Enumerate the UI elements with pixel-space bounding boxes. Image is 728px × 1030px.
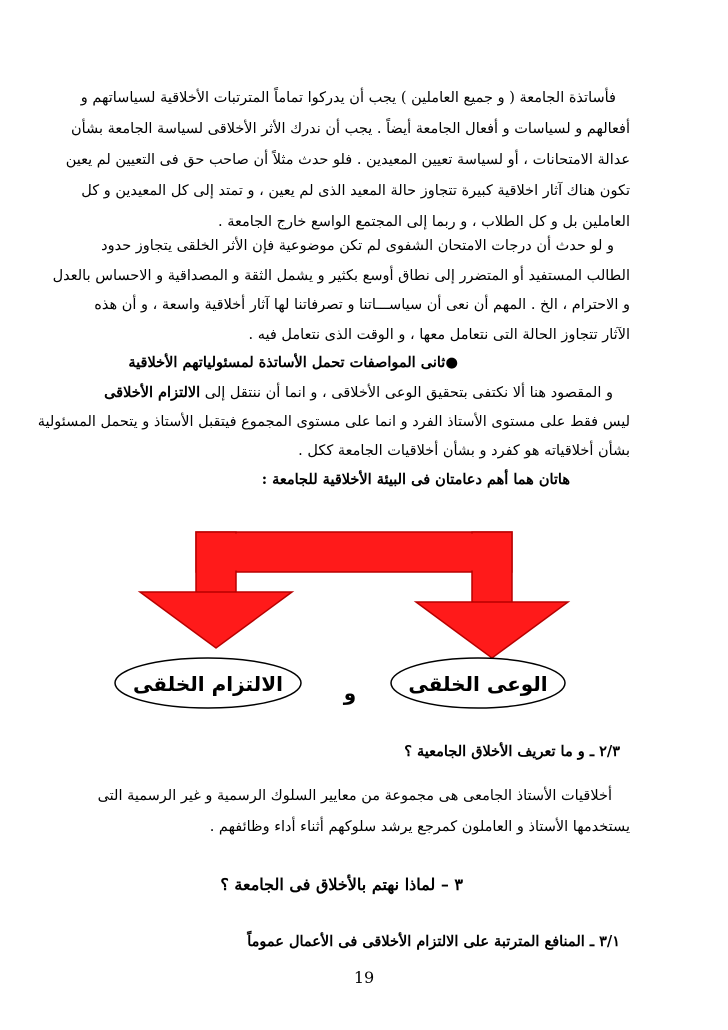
paragraph1-line4: تكون هناك آثار اخلاقية كبيرة تتجاوز حالة المعيد الذى لم يعين ، و تمتد إلى كل المعيدين و كل (81, 183, 630, 199)
awareness-oval-label: الوعى الخلقى (408, 672, 548, 696)
arrow-join-fill (198, 534, 511, 571)
arrow-right-head (416, 602, 568, 658)
paragraph1-line1: فأساتذة الجامعة ( و جميع العاملين ) يجب أن يدركوا تماماً المترتبات الأخلاقية لسياساتهم و (80, 90, 616, 106)
arrow-right-join-fill (474, 560, 511, 603)
pillars-heading: هاتان هما أهم دعامتان فى البيئة الأخلاقية للجامعة : (261, 471, 570, 488)
arrow-left-head (140, 592, 292, 648)
commitment-oval-label: الالتزام الخلقى (133, 672, 283, 696)
bullet-heading (128, 353, 458, 373)
paragraph1-line3: عدالة الامتحانات ، أو لسياسة تعيين المعيدين . فلو حدث مثلاً أن صاحب حق فى التعيين لم يعين (65, 152, 630, 168)
paragraph3-line1-text: و المقصود هنا ألا نكتفى بتحقيق الوعى الأخلاقى ، و انما أن ننتقل إلى (200, 385, 613, 401)
section-2-3-heading: ٢/٣ ـ و ما تعريف الأخلاق الجامعية ؟ (404, 743, 620, 760)
arrow-left-join-fill (198, 560, 235, 593)
section-2-3-line2: يستخدمها الأستاذ و العاملون كمرجع يرشد سلوكهم أثناء أداء وظائفهم . (209, 819, 630, 835)
paragraph2-line2: الطالب المستفيد أو المتضرر إلى نطاق أوسع بكثير و يشمل الثقة و المصداقية و الاحساس بالعدل (52, 268, 630, 284)
section-3-1-heading: ٣/١ ـ المنافع المترتبة على الالتزام الأخلاقى فى الأعمال عموماً (247, 933, 620, 950)
paragraph1-line5: العاملين بل و كل الطلاب ، و ربما إلى المجتمع الواسع خارج الجامعة . (218, 214, 630, 230)
section-3-heading: ٣ – لماذا نهتم بالأخلاق فى الجامعة ؟ (220, 875, 463, 894)
split-arrow (140, 532, 568, 658)
section-2-3-line1: أخلاقيات الأستاذ الجامعى هى مجموعة من معايير السلوك الرسمية و غير الرسمية التى (97, 788, 612, 804)
paragraph3-line2: ليس فقط على مستوى الأستاذ الفرد و انما على مستوى المجموع فيتقبل الأستاذ و يتحمل المسئولية (37, 414, 630, 430)
paragraph2-line4: الآثار تتجاوز الحالة التى نتعامل معها ، و الوقت الذى نتعامل فيه . (248, 327, 630, 343)
ethical-commitment-term: الالتزام الأخلاقى (104, 384, 201, 401)
paragraph3-line1 (100, 383, 613, 403)
bullet-icon: ● (445, 355, 458, 371)
paragraph2-line3: و الاحترام ، الخ . المهم أن نعى أن سياســـاتنا و تصرفاتنا لها آثار أخلاقية واسعة ، و أن هذه (94, 297, 630, 313)
paragraph1-line2: أفعالهم و لسياسات و أفعال الجامعة أيضاً . يجب أن ندرك الأثر الأخلاقى لسياسة الجامعة بشأن (70, 121, 630, 137)
bullet-heading-text: ثانى المواصفات تحمل الأساتذة لمسئولياتهم الأخلاقية (128, 354, 446, 371)
paragraph2-line1: و لو حدث أن درجات الامتحان الشفوى لم تكن موضوعية فإن الأثر الخلقى يتجاوز حدود (101, 238, 614, 254)
page-number: 19 (353, 968, 375, 987)
pillars-diagram (0, 510, 728, 710)
connector-and: و (343, 681, 357, 705)
paragraph3-line3: بشأن أخلاقياته هو كفرد و بشأن أخلاقيات الجامعة ككل . (298, 443, 630, 459)
